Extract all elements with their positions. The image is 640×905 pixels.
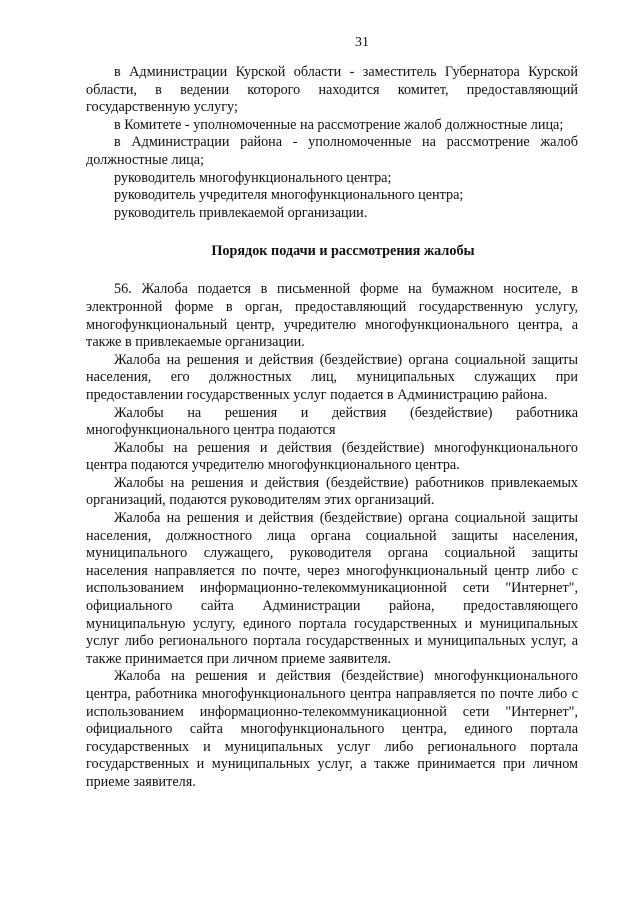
section-body <box>86 281 578 791</box>
page-number: 31 <box>355 35 369 50</box>
paragraph: Жалобы на решения и действия (бездействие) работника многофункционального центра подаются <box>86 404 578 439</box>
paragraph: в Комитете - уполномоченные на рассмотрение жалоб должностные лица; <box>114 116 564 133</box>
paragraph: Жалобы на решения и действия (бездействие) многофункционального центра подаются учредителю многофункционального центра. <box>86 439 578 474</box>
section-heading: Порядок подачи и рассмотрения жалобы <box>211 243 475 260</box>
paragraph: Жалобы на решения и действия (бездействие) работников привлекаемых организаций, подаются руководителям этих организаций. <box>86 474 578 509</box>
complaint-recipients-list <box>86 64 578 222</box>
paragraph: Жалоба на решения и действия (бездействие) органа социальной защиты населения, должностного лица органа социальной защиты населения, муниципального служащего, руководителя органа социальной защиты населения направляется по почте, через многофункциональный центр либо с использованием информационно-телекоммуникационной сети "Интернет", официального сайта Администрации района, предоставляющего муниципальную услугу, единого портала государственных и муниципальных услуг либо регионального портала государственных и муниципальных услуг, а также принимается при личном приеме заявителя. <box>86 510 578 667</box>
paragraph: руководитель многофункционального центра; <box>114 169 392 186</box>
paragraph: 56. Жалоба подается в письменной форме на бумажном носителе, в электронной форме в орган, предоставляющий государственную услугу, многофункциональный центр, учредителю многофункционального центра, а также в привлекаемые организации. <box>86 281 578 351</box>
paragraph: Жалоба на решения и действия (бездействие) многофункционального центра, работника многофункционального центра направляется по почте либо с использованием информационно-телекоммуникационной сети "Интернет", официального сайта многофункционального центра, единого портала государственных и муниципальных услуг либо регионального портала государственных и муниципальных услуг, а также принимается при личном приеме заявителя. <box>86 668 578 790</box>
paragraph: в Администрации Курской области - заместитель Губернатора Курской области, в ведении которого находится комитет, предоставляющий государственную услугу; <box>86 64 578 116</box>
paragraph: в Администрации района - уполномоченные на рассмотрение жалоб должностные лица; <box>86 134 578 168</box>
paragraph: руководитель учредителя многофункционального центра; <box>114 187 464 204</box>
paragraph: руководитель привлекаемой организации. <box>114 204 368 221</box>
paragraph: Жалоба на решения и действия (бездействие) органа социальной защиты населения, его должностных лиц, муниципальных служащих при предоставлении государственных услуг подается в Администрацию района. <box>86 351 578 403</box>
